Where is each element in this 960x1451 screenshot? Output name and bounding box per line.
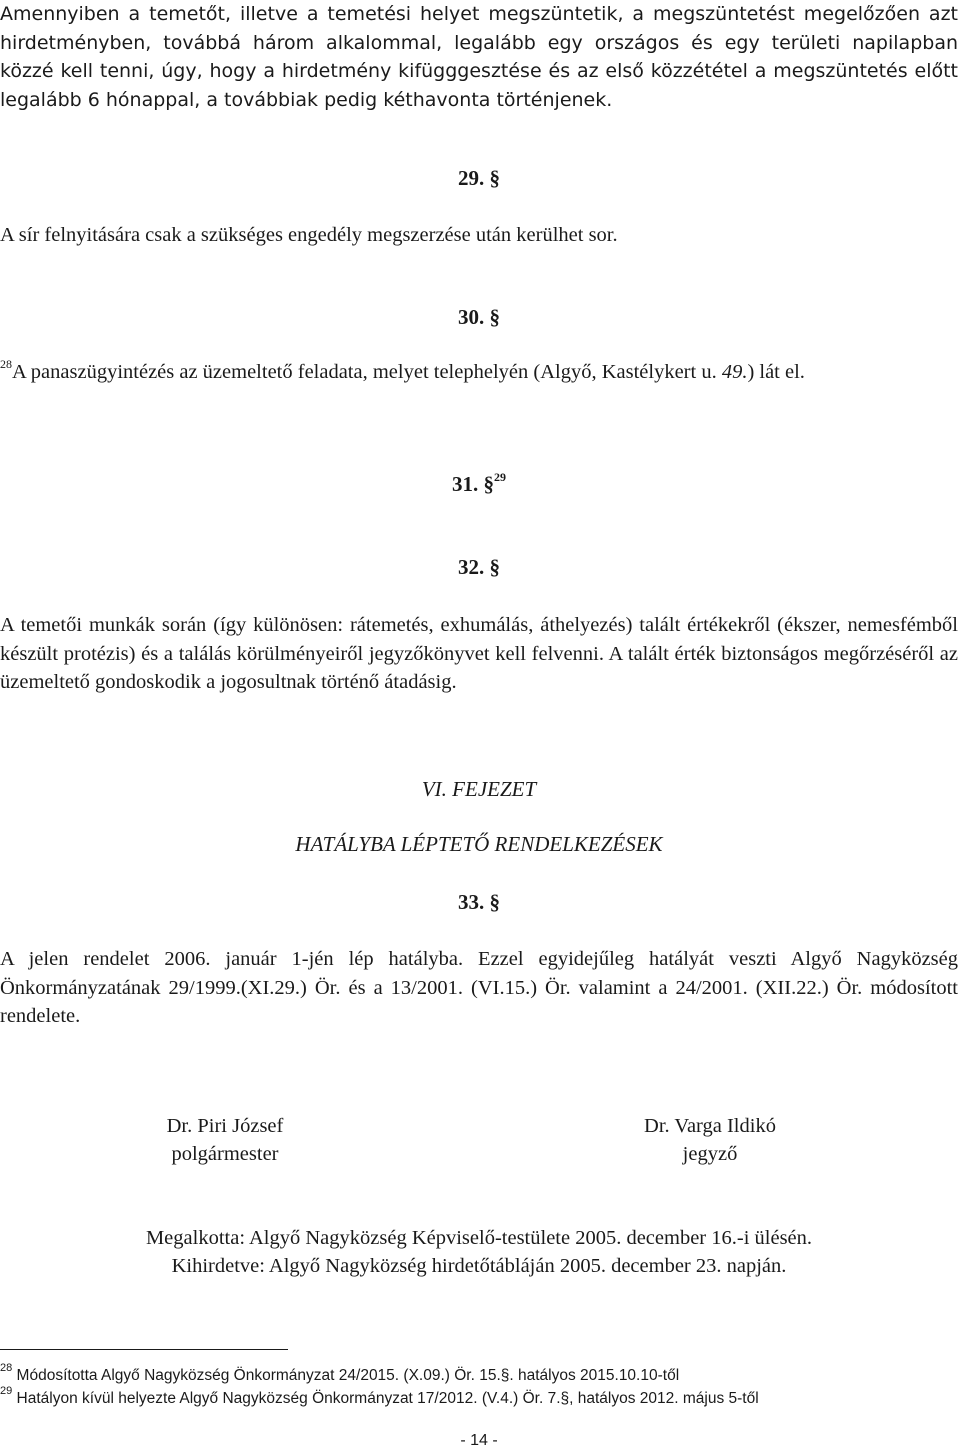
chapter-label: VI. FEJEZET [421,777,537,801]
section-32-text: A temetői munkák során (így különösen: rátemetés, exhumálás, áthelyezés) talált értékekről (ékszer, nemesfémből készült protézis) és a találás körülményeiről jegyzőkönyvet kell felvenni. A talált érték biztonságos megőrzéséről az üzemeltető gondoskodik a jogosultnak történő átadásig. [0,614,958,694]
section-29-text: A sír felnyitására csak a szükséges engedély megszerzése után kerülhet sor. [0,224,618,246]
footnote-28: $^{28}$ Módosította Algyő Nagyközség Önkormányzat 24/2015. (X.09.) Ör. 15.§. hatályos 2015.10.10-től [0,1361,680,1384]
section-number: 30. [458,305,485,329]
intro-paragraph: Amennyiben a temetőt, illetve a temetési helyet megszüntetik, a megszüntetést megelőzően azt hirdetményben, továbbá három alkalommal, legalább egy országos és egy területi napilapban közzé kell tenni, úgy, hogy a hirdetmény kifügggesztése és az első közzététel a megszüntetés előtt legalább 6 hónappal, a továbbiak pedig kéthavonta történjenek. [0,3,958,111]
signature-left [125,1112,325,1168]
section-symbol: § [489,890,500,914]
section-30-heading [0,305,958,330]
adoption-line-2: Kihirdetve: Algyő Nagyközség hirdetőtábláján 2005. december 23. napján. [171,1255,787,1277]
section-symbol: § [483,472,494,496]
chapter-title: HATÁLYBA LÉPTETŐ RENDELKEZÉSEK [295,832,663,856]
signer-name: Dr. Varga Ildikó [644,1115,776,1137]
section-number: 29. [458,166,485,190]
section-30-text: $^{28}$A panaszügyintézés az üzemeltető feladata, melyet telephelyén (Algyő, Kastélykert u. 49.) lát el. [0,357,805,383]
signer-title: polgármester [171,1143,279,1165]
footnote-ref-29[interactable]: 29 [494,470,506,484]
footnote-divider [0,1349,288,1350]
section-32-heading [0,555,958,580]
section-symbol: § [489,166,500,190]
section-33-text: A jelen rendelet 2006. január 1-jén lép hatályba. Ezzel egyidejűleg hatályát veszti Algyő Nagyközség Önkormányzatának 29/1999.(XI.29.) Ör. és a 13/2001. (VI.15.) Ör. valamint a 24/2001. (XII.22.) Ör. módosított rendelete. [0,948,958,1028]
section-symbol: § [489,305,500,329]
page-number: - 14 - [460,1432,498,1449]
section-number: 31. [452,472,479,496]
section-symbol: § [489,555,500,579]
signer-title: jegyző [682,1143,738,1165]
signer-name: Dr. Piri József [166,1115,284,1137]
section-31-heading [0,472,958,497]
section-29-heading [0,166,958,191]
section-33-heading [0,890,958,915]
signature-right [610,1112,810,1168]
footnote-ref-28[interactable]: 28 [0,357,12,372]
section-number: 32. [458,555,485,579]
footnote-29: $^{29}$ Hatályon kívül helyezte Algyő Nagyközség Önkormányzat 17/2012. (V.4.) Ör. 7.§, hatályos 2012. május 5-től [0,1384,759,1407]
section-number: 33. [458,890,485,914]
adoption-line-1: Megalkotta: Algyő Nagyközség Képviselő-testülete 2005. december 16.-i ülésén. [145,1227,813,1249]
